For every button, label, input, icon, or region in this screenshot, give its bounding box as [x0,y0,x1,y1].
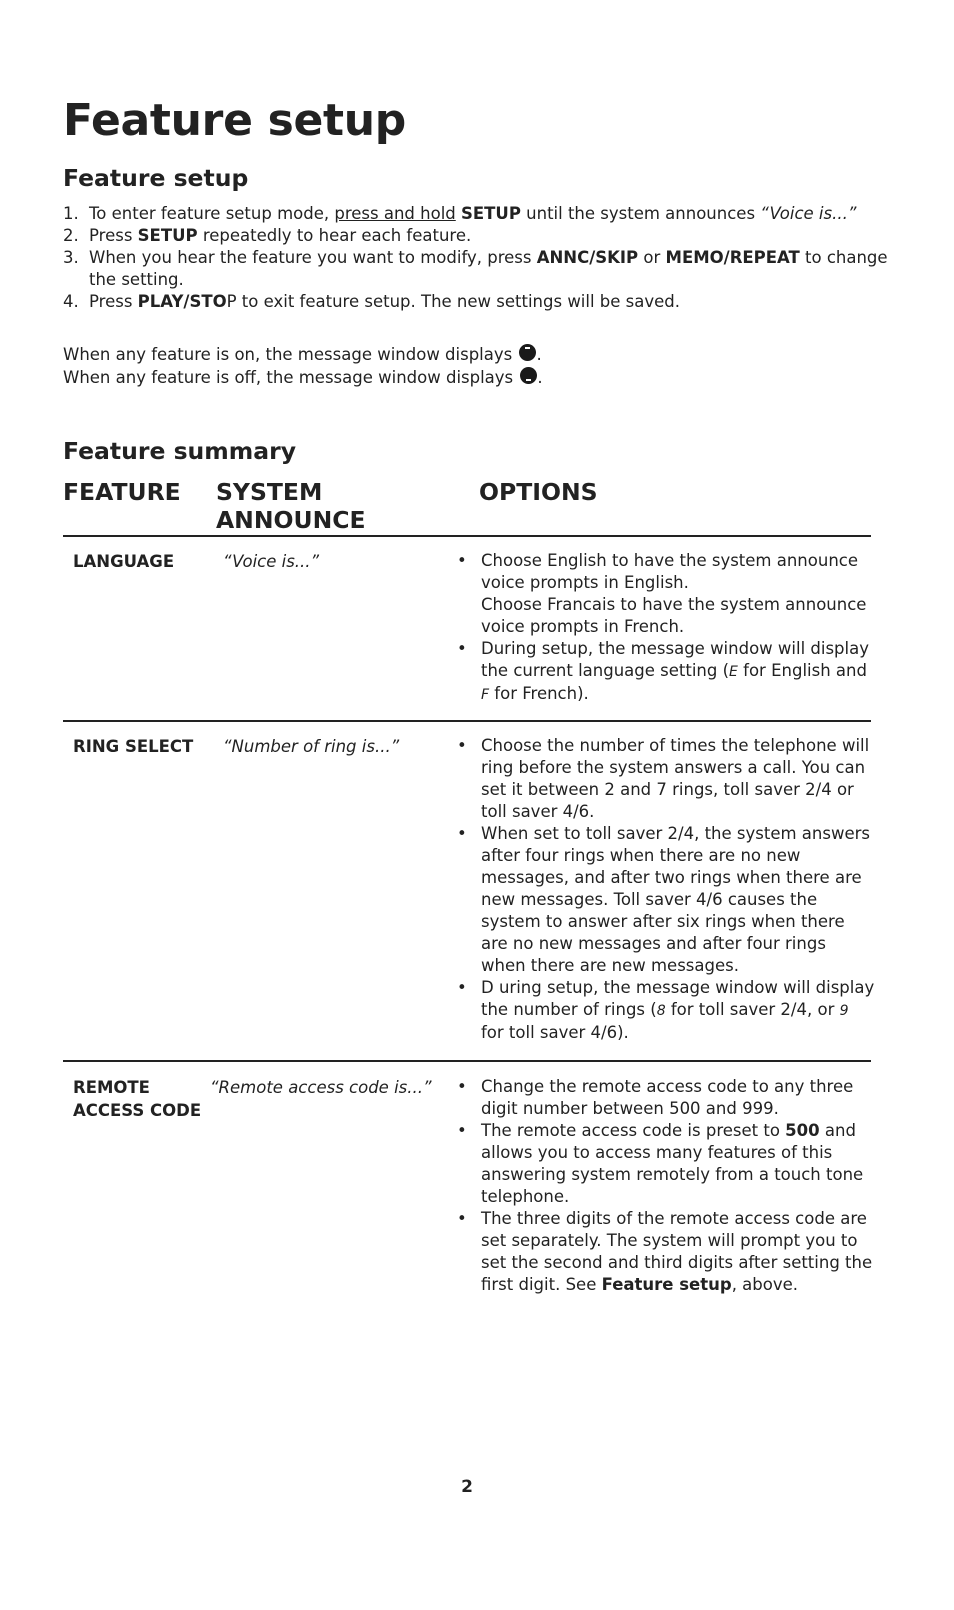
indicator-notes [63,343,543,389]
system-announce: “Number of ring is...” [223,737,400,756]
feature-name: RING SELECT [73,737,194,756]
option-item: • When set to toll saver 2/4, the system answers after four rings when there are no new messages, and after two rings when there are new messages. Toll saver 4/6 causes the system to answer after six rings when there are no new messages and after four rings when there are new messages. [457,824,870,975]
system-announce: “Voice is...” [223,552,320,571]
page-title: Feature setup [63,95,407,146]
page-number: 2 [461,1477,473,1497]
options-list [457,550,875,706]
column-header-options: OPTIONS [479,478,598,506]
setup-steps [63,203,891,313]
option-item: • During setup, the message window will display the current language setting (E for English and F for French). [457,639,869,703]
feature-summary-heading: Feature summary [63,437,297,465]
option-item: • Change the remote access code to any three digit number between 500 and 999. [457,1077,854,1118]
note-feature-off: When any feature is off, the message window displays . [63,368,543,387]
table-divider [63,720,871,722]
step-1: 1. To enter feature setup mode, press and hold SETUP until the system announces “Voice is...” [63,204,857,223]
step-4: 4. Press PLAY/STOP to exit feature setup. The new settings will be saved. [63,292,681,311]
feature-on-indicator-icon [519,344,536,361]
column-header-feature: FEATURE [63,478,181,506]
table-divider [63,535,871,537]
options-list [457,735,875,1044]
step-2: 2. Press SETUP repeatedly to hear each feature. [63,226,472,245]
system-announce: “Remote access code is...” [210,1078,432,1097]
feature-setup-heading: Feature setup [63,164,249,192]
option-item: • The remote access code is preset to 500 and allows you to access many features of this answering system remotely from a touch tone telephone. [457,1121,864,1206]
note-feature-on: When any feature is on, the message window displays . [63,345,542,364]
feature-off-indicator-icon [520,367,537,384]
column-header-system-announce: SYSTEM ANNOUNCE [216,478,366,534]
table-divider [63,1060,871,1062]
step-3: 3. When you hear the feature you want to modify, press ANNC/SKIP or MEMO/REPEAT to change the setting. [63,248,888,289]
option-item: • The three digits of the remote access code are set separately. The system will prompt you to set the second and third digits after setting the first digit. See Feature setup, above. [457,1209,873,1294]
feature-name: REMOTE ACCESS CODE [73,1078,202,1120]
options-list [457,1076,875,1296]
option-item: • Choose English to have the system announce voice prompts in English. Choose Francais to have the system announce voice prompts in French. [457,551,867,636]
option-item: • D uring setup, the message window will display the number of rings (8 for toll saver 2/4, or 9 for toll saver 4/6). [457,978,875,1042]
feature-name: LANGUAGE [73,552,175,571]
option-item: • Choose the number of times the telephone will ring before the system answers a call. You can set it between 2 and 7 rings, toll saver 2/4 or toll saver 4/6. [457,736,870,821]
